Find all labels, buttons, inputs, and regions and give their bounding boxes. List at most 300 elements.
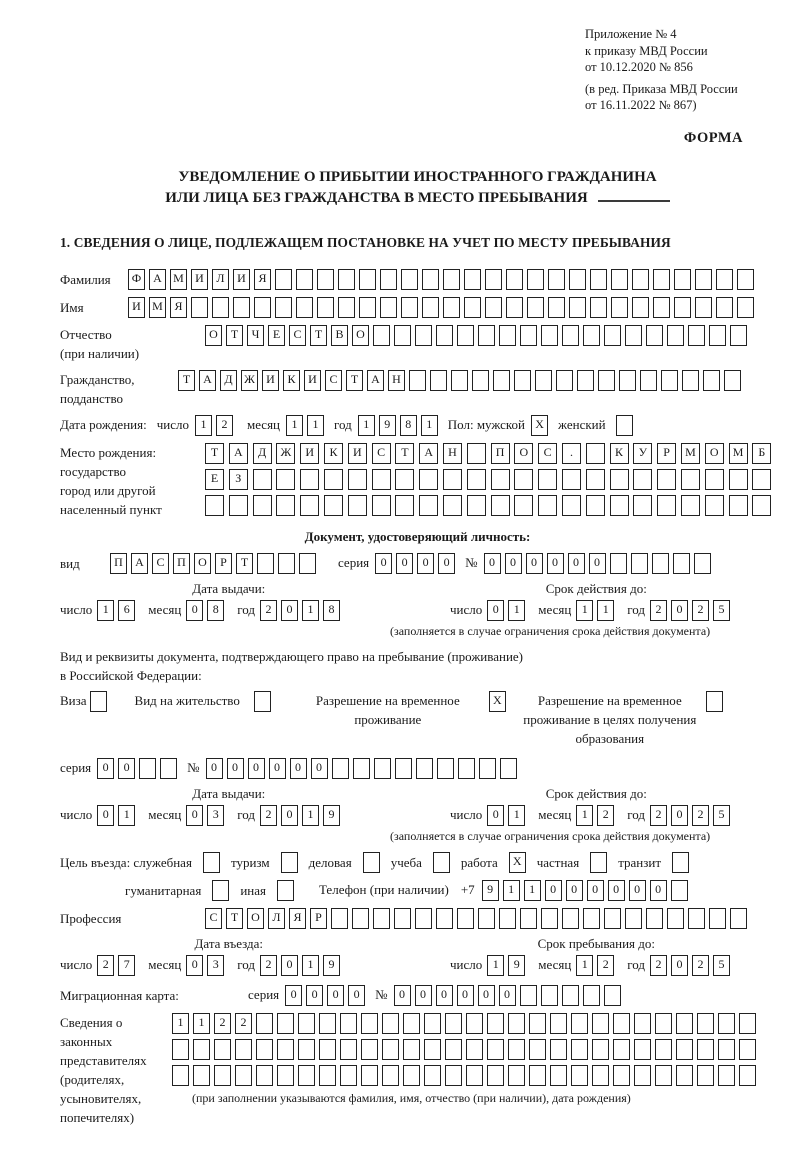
char-cell[interactable] xyxy=(443,469,462,490)
char-cell[interactable]: 1 xyxy=(576,955,593,976)
char-cell[interactable]: 0 xyxy=(227,758,244,779)
char-cell[interactable] xyxy=(729,469,748,490)
char-cell[interactable] xyxy=(586,495,605,516)
char-cell[interactable] xyxy=(382,1039,399,1060)
char-cell[interactable] xyxy=(394,908,411,929)
char-cell[interactable]: М xyxy=(729,443,748,464)
char-cell[interactable] xyxy=(577,370,594,391)
char-cell[interactable] xyxy=(256,1065,273,1086)
char-cell[interactable] xyxy=(361,1065,378,1086)
char-cell[interactable]: 0 xyxy=(281,955,298,976)
char-cell[interactable] xyxy=(592,1039,609,1060)
char-cell[interactable]: 1 xyxy=(503,880,520,901)
char-cell[interactable] xyxy=(625,325,642,346)
char-cell[interactable] xyxy=(550,1065,567,1086)
char-cell[interactable] xyxy=(633,495,652,516)
char-cell[interactable] xyxy=(718,1013,735,1034)
char-cell[interactable]: 0 xyxy=(186,955,203,976)
char-cell[interactable] xyxy=(276,495,295,516)
char-cell[interactable] xyxy=(604,985,621,1006)
char-cell[interactable]: 0 xyxy=(587,880,604,901)
char-cell[interactable]: 9 xyxy=(482,880,499,901)
char-cell[interactable] xyxy=(590,269,607,290)
char-cell[interactable] xyxy=(583,908,600,929)
char-cell[interactable] xyxy=(361,1013,378,1034)
char-cell[interactable] xyxy=(653,297,670,318)
char-cell[interactable]: 2 xyxy=(214,1013,231,1034)
char-cell[interactable]: 0 xyxy=(568,553,585,574)
checkbox-cell[interactable]: X xyxy=(509,852,526,873)
char-cell[interactable]: 2 xyxy=(692,955,709,976)
char-cell[interactable]: А xyxy=(419,443,438,464)
char-cell[interactable] xyxy=(538,495,557,516)
char-cell[interactable] xyxy=(718,1039,735,1060)
char-cell[interactable] xyxy=(422,297,439,318)
char-cell[interactable] xyxy=(737,269,754,290)
char-cell[interactable] xyxy=(739,1065,756,1086)
char-cell[interactable] xyxy=(569,297,586,318)
char-cell[interactable]: С xyxy=(152,553,169,574)
char-cell[interactable]: 0 xyxy=(118,758,135,779)
char-cell[interactable] xyxy=(674,297,691,318)
char-cell[interactable] xyxy=(277,1065,294,1086)
char-cell[interactable]: А xyxy=(229,443,248,464)
char-cell[interactable]: Ж xyxy=(241,370,258,391)
char-cell[interactable]: К xyxy=(283,370,300,391)
char-cell[interactable]: 0 xyxy=(650,880,667,901)
char-cell[interactable] xyxy=(716,269,733,290)
char-cell[interactable] xyxy=(703,370,720,391)
char-cell[interactable] xyxy=(212,297,229,318)
char-cell[interactable]: Т xyxy=(310,325,327,346)
char-cell[interactable] xyxy=(671,880,688,901)
char-cell[interactable] xyxy=(709,325,726,346)
char-cell[interactable]: 0 xyxy=(327,985,344,1006)
char-cell[interactable] xyxy=(562,325,579,346)
char-cell[interactable] xyxy=(697,1065,714,1086)
char-cell[interactable]: Е xyxy=(205,469,224,490)
char-cell[interactable] xyxy=(571,1065,588,1086)
char-cell[interactable] xyxy=(485,297,502,318)
char-cell[interactable] xyxy=(466,1013,483,1034)
char-cell[interactable]: 0 xyxy=(306,985,323,1006)
char-cell[interactable]: 1 xyxy=(193,1013,210,1034)
char-cell[interactable] xyxy=(676,1013,693,1034)
char-cell[interactable] xyxy=(529,1039,546,1060)
char-cell[interactable] xyxy=(586,443,605,464)
char-cell[interactable] xyxy=(324,495,343,516)
char-cell[interactable]: 0 xyxy=(186,600,203,621)
char-cell[interactable] xyxy=(514,495,533,516)
char-cell[interactable]: М xyxy=(681,443,700,464)
char-cell[interactable] xyxy=(697,1039,714,1060)
char-cell[interactable]: Т xyxy=(226,908,243,929)
char-cell[interactable]: 0 xyxy=(671,805,688,826)
char-cell[interactable] xyxy=(467,469,486,490)
char-cell[interactable] xyxy=(319,1013,336,1034)
char-cell[interactable]: Р xyxy=(657,443,676,464)
char-cell[interactable]: А xyxy=(367,370,384,391)
char-cell[interactable]: С xyxy=(205,908,222,929)
char-cell[interactable]: Л xyxy=(212,269,229,290)
char-cell[interactable]: У xyxy=(633,443,652,464)
char-cell[interactable]: 0 xyxy=(671,600,688,621)
char-cell[interactable] xyxy=(324,469,343,490)
checkbox-cell[interactable] xyxy=(363,852,380,873)
char-cell[interactable] xyxy=(610,495,629,516)
char-cell[interactable] xyxy=(235,1039,252,1060)
char-cell[interactable] xyxy=(718,1065,735,1086)
char-cell[interactable] xyxy=(401,269,418,290)
checkbox-cell[interactable] xyxy=(672,852,689,873)
char-cell[interactable] xyxy=(464,297,481,318)
char-cell[interactable]: 0 xyxy=(505,553,522,574)
char-cell[interactable]: Ф xyxy=(128,269,145,290)
char-cell[interactable] xyxy=(193,1065,210,1086)
char-cell[interactable]: 2 xyxy=(260,600,277,621)
char-cell[interactable]: 0 xyxy=(671,955,688,976)
char-cell[interactable]: 0 xyxy=(290,758,307,779)
char-cell[interactable] xyxy=(604,908,621,929)
char-cell[interactable]: 0 xyxy=(499,985,516,1006)
char-cell[interactable] xyxy=(451,370,468,391)
char-cell[interactable] xyxy=(730,325,747,346)
char-cell[interactable]: 0 xyxy=(487,805,504,826)
char-cell[interactable] xyxy=(479,758,496,779)
char-cell[interactable]: О xyxy=(194,553,211,574)
char-cell[interactable]: И xyxy=(128,297,145,318)
char-cell[interactable]: 0 xyxy=(206,758,223,779)
char-cell[interactable] xyxy=(716,297,733,318)
char-cell[interactable]: 1 xyxy=(576,600,593,621)
char-cell[interactable]: 1 xyxy=(302,600,319,621)
checkbox-cell[interactable] xyxy=(433,852,450,873)
char-cell[interactable] xyxy=(527,269,544,290)
char-cell[interactable]: Л xyxy=(268,908,285,929)
char-cell[interactable] xyxy=(562,908,579,929)
char-cell[interactable] xyxy=(634,1065,651,1086)
char-cell[interactable]: 1 xyxy=(172,1013,189,1034)
char-cell[interactable] xyxy=(254,297,271,318)
char-cell[interactable] xyxy=(737,297,754,318)
char-cell[interactable] xyxy=(373,325,390,346)
char-cell[interactable] xyxy=(592,1013,609,1034)
char-cell[interactable] xyxy=(332,758,349,779)
char-cell[interactable] xyxy=(655,1065,672,1086)
char-cell[interactable] xyxy=(436,908,453,929)
char-cell[interactable]: 1 xyxy=(307,415,324,436)
char-cell[interactable]: 1 xyxy=(302,805,319,826)
char-cell[interactable] xyxy=(571,1039,588,1060)
char-cell[interactable] xyxy=(592,1065,609,1086)
char-cell[interactable]: 0 xyxy=(311,758,328,779)
char-cell[interactable]: 1 xyxy=(302,955,319,976)
char-cell[interactable] xyxy=(372,495,391,516)
char-cell[interactable] xyxy=(478,908,495,929)
char-cell[interactable] xyxy=(394,325,411,346)
char-cell[interactable] xyxy=(253,469,272,490)
char-cell[interactable]: 3 xyxy=(207,805,224,826)
char-cell[interactable] xyxy=(676,1039,693,1060)
char-cell[interactable] xyxy=(705,469,724,490)
char-cell[interactable] xyxy=(275,269,292,290)
char-cell[interactable] xyxy=(556,370,573,391)
char-cell[interactable] xyxy=(613,1039,630,1060)
char-cell[interactable]: 2 xyxy=(692,805,709,826)
char-cell[interactable] xyxy=(256,1013,273,1034)
char-cell[interactable] xyxy=(562,985,579,1006)
char-cell[interactable] xyxy=(520,985,537,1006)
char-cell[interactable] xyxy=(562,469,581,490)
char-cell[interactable]: 1 xyxy=(487,955,504,976)
checkbox-cell[interactable] xyxy=(277,880,294,901)
char-cell[interactable] xyxy=(529,1013,546,1034)
char-cell[interactable]: Н xyxy=(388,370,405,391)
char-cell[interactable] xyxy=(445,1013,462,1034)
char-cell[interactable] xyxy=(676,1065,693,1086)
char-cell[interactable]: И xyxy=(304,370,321,391)
char-cell[interactable]: 0 xyxy=(545,880,562,901)
char-cell[interactable]: А xyxy=(131,553,148,574)
char-cell[interactable]: Т xyxy=(395,443,414,464)
char-cell[interactable] xyxy=(610,469,629,490)
char-cell[interactable]: 1 xyxy=(195,415,212,436)
char-cell[interactable]: 0 xyxy=(281,805,298,826)
char-cell[interactable] xyxy=(348,469,367,490)
char-cell[interactable] xyxy=(613,1013,630,1034)
char-cell[interactable]: В xyxy=(331,325,348,346)
char-cell[interactable]: С xyxy=(372,443,391,464)
char-cell[interactable] xyxy=(415,325,432,346)
char-cell[interactable] xyxy=(319,1065,336,1086)
char-cell[interactable]: 1 xyxy=(508,805,525,826)
char-cell[interactable] xyxy=(550,1013,567,1034)
char-cell[interactable] xyxy=(646,908,663,929)
char-cell[interactable]: С xyxy=(289,325,306,346)
char-cell[interactable]: М xyxy=(149,297,166,318)
char-cell[interactable] xyxy=(319,1039,336,1060)
char-cell[interactable] xyxy=(253,495,272,516)
char-cell[interactable] xyxy=(160,758,177,779)
char-cell[interactable]: 0 xyxy=(526,553,543,574)
char-cell[interactable] xyxy=(674,269,691,290)
char-cell[interactable]: 2 xyxy=(235,1013,252,1034)
char-cell[interactable] xyxy=(625,908,642,929)
char-cell[interactable] xyxy=(382,1013,399,1034)
char-cell[interactable]: Ж xyxy=(276,443,295,464)
char-cell[interactable] xyxy=(296,269,313,290)
char-cell[interactable]: Р xyxy=(215,553,232,574)
char-cell[interactable] xyxy=(590,297,607,318)
char-cell[interactable] xyxy=(695,297,712,318)
char-cell[interactable] xyxy=(257,553,274,574)
char-cell[interactable] xyxy=(338,269,355,290)
char-cell[interactable]: Д xyxy=(220,370,237,391)
char-cell[interactable] xyxy=(485,269,502,290)
char-cell[interactable]: О xyxy=(205,325,222,346)
char-cell[interactable]: П xyxy=(173,553,190,574)
char-cell[interactable]: 0 xyxy=(436,985,453,1006)
char-cell[interactable] xyxy=(633,469,652,490)
char-cell[interactable]: 0 xyxy=(566,880,583,901)
char-cell[interactable]: 9 xyxy=(323,955,340,976)
char-cell[interactable]: 1 xyxy=(118,805,135,826)
char-cell[interactable] xyxy=(508,1065,525,1086)
char-cell[interactable]: 2 xyxy=(216,415,233,436)
char-cell[interactable]: 0 xyxy=(608,880,625,901)
char-cell[interactable] xyxy=(277,1039,294,1060)
char-cell[interactable]: 2 xyxy=(260,955,277,976)
char-cell[interactable] xyxy=(352,908,369,929)
char-cell[interactable] xyxy=(340,1039,357,1060)
char-cell[interactable] xyxy=(298,1065,315,1086)
char-cell[interactable] xyxy=(634,1039,651,1060)
checkbox-cell[interactable] xyxy=(281,852,298,873)
char-cell[interactable] xyxy=(631,553,648,574)
char-cell[interactable]: 1 xyxy=(286,415,303,436)
char-cell[interactable]: 1 xyxy=(358,415,375,436)
char-cell[interactable] xyxy=(403,1065,420,1086)
char-cell[interactable] xyxy=(583,325,600,346)
char-cell[interactable] xyxy=(657,469,676,490)
checkbox-cell[interactable] xyxy=(203,852,220,873)
char-cell[interactable]: Е xyxy=(268,325,285,346)
char-cell[interactable] xyxy=(191,297,208,318)
char-cell[interactable] xyxy=(724,370,741,391)
char-cell[interactable]: К xyxy=(324,443,343,464)
char-cell[interactable]: 9 xyxy=(379,415,396,436)
char-cell[interactable] xyxy=(541,908,558,929)
char-cell[interactable] xyxy=(681,495,700,516)
char-cell[interactable] xyxy=(611,297,628,318)
char-cell[interactable] xyxy=(752,495,771,516)
char-cell[interactable] xyxy=(172,1065,189,1086)
char-cell[interactable] xyxy=(300,469,319,490)
char-cell[interactable]: О xyxy=(514,443,533,464)
char-cell[interactable] xyxy=(598,370,615,391)
char-cell[interactable]: 1 xyxy=(597,600,614,621)
char-cell[interactable]: 8 xyxy=(323,600,340,621)
char-cell[interactable] xyxy=(739,1039,756,1060)
char-cell[interactable]: 0 xyxy=(415,985,432,1006)
char-cell[interactable]: П xyxy=(491,443,510,464)
char-cell[interactable] xyxy=(436,325,453,346)
char-cell[interactable]: 3 xyxy=(207,955,224,976)
char-cell[interactable] xyxy=(424,1065,441,1086)
char-cell[interactable] xyxy=(422,269,439,290)
char-cell[interactable] xyxy=(403,1039,420,1060)
char-cell[interactable] xyxy=(688,908,705,929)
char-cell[interactable]: 0 xyxy=(186,805,203,826)
char-cell[interactable] xyxy=(619,370,636,391)
char-cell[interactable]: 0 xyxy=(457,985,474,1006)
char-cell[interactable] xyxy=(667,908,684,929)
char-cell[interactable]: И xyxy=(348,443,367,464)
char-cell[interactable] xyxy=(681,469,700,490)
char-cell[interactable] xyxy=(472,370,489,391)
char-cell[interactable] xyxy=(139,758,156,779)
char-cell[interactable] xyxy=(529,1065,546,1086)
char-cell[interactable]: 0 xyxy=(285,985,302,1006)
char-cell[interactable] xyxy=(214,1065,231,1086)
char-cell[interactable]: С xyxy=(325,370,342,391)
char-cell[interactable]: 9 xyxy=(323,805,340,826)
char-cell[interactable] xyxy=(214,1039,231,1060)
char-cell[interactable]: Т xyxy=(226,325,243,346)
char-cell[interactable] xyxy=(298,1013,315,1034)
char-cell[interactable] xyxy=(508,1039,525,1060)
char-cell[interactable]: Т xyxy=(236,553,253,574)
char-cell[interactable] xyxy=(655,1013,672,1034)
char-cell[interactable]: К xyxy=(610,443,629,464)
char-cell[interactable] xyxy=(445,1039,462,1060)
char-cell[interactable] xyxy=(550,1039,567,1060)
char-cell[interactable]: Я xyxy=(289,908,306,929)
char-cell[interactable]: И xyxy=(300,443,319,464)
char-cell[interactable] xyxy=(415,908,432,929)
char-cell[interactable] xyxy=(709,908,726,929)
char-cell[interactable] xyxy=(514,469,533,490)
char-cell[interactable] xyxy=(583,985,600,1006)
char-cell[interactable] xyxy=(419,469,438,490)
char-cell[interactable] xyxy=(467,443,486,464)
char-cell[interactable]: Т xyxy=(346,370,363,391)
char-cell[interactable] xyxy=(457,325,474,346)
char-cell[interactable] xyxy=(317,297,334,318)
char-cell[interactable]: 0 xyxy=(487,600,504,621)
char-cell[interactable]: 6 xyxy=(118,600,135,621)
char-cell[interactable]: О xyxy=(705,443,724,464)
char-cell[interactable] xyxy=(205,495,224,516)
char-cell[interactable] xyxy=(634,1013,651,1034)
char-cell[interactable] xyxy=(403,1013,420,1034)
char-cell[interactable] xyxy=(752,469,771,490)
char-cell[interactable]: З xyxy=(229,469,248,490)
char-cell[interactable] xyxy=(611,269,628,290)
char-cell[interactable]: 0 xyxy=(97,805,114,826)
char-cell[interactable] xyxy=(331,908,348,929)
char-cell[interactable] xyxy=(569,269,586,290)
char-cell[interactable]: 0 xyxy=(484,553,501,574)
char-cell[interactable]: 2 xyxy=(692,600,709,621)
char-cell[interactable] xyxy=(235,1065,252,1086)
char-cell[interactable] xyxy=(340,1065,357,1086)
char-cell[interactable]: 2 xyxy=(97,955,114,976)
char-cell[interactable]: И xyxy=(191,269,208,290)
char-cell[interactable] xyxy=(640,370,657,391)
char-cell[interactable]: Я xyxy=(254,269,271,290)
char-cell[interactable] xyxy=(359,269,376,290)
char-cell[interactable] xyxy=(491,495,510,516)
char-cell[interactable] xyxy=(464,269,481,290)
char-cell[interactable] xyxy=(395,469,414,490)
char-cell[interactable] xyxy=(548,269,565,290)
char-cell[interactable]: М xyxy=(170,269,187,290)
char-cell[interactable]: 0 xyxy=(269,758,286,779)
char-cell[interactable]: 2 xyxy=(597,955,614,976)
char-cell[interactable] xyxy=(416,758,433,779)
checkbox-cell[interactable]: X xyxy=(531,415,548,436)
char-cell[interactable] xyxy=(491,469,510,490)
char-cell[interactable]: Р xyxy=(310,908,327,929)
char-cell[interactable] xyxy=(278,553,295,574)
char-cell[interactable]: Д xyxy=(253,443,272,464)
char-cell[interactable] xyxy=(409,370,426,391)
char-cell[interactable] xyxy=(443,297,460,318)
char-cell[interactable] xyxy=(172,1039,189,1060)
char-cell[interactable]: 0 xyxy=(589,553,606,574)
char-cell[interactable] xyxy=(395,758,412,779)
